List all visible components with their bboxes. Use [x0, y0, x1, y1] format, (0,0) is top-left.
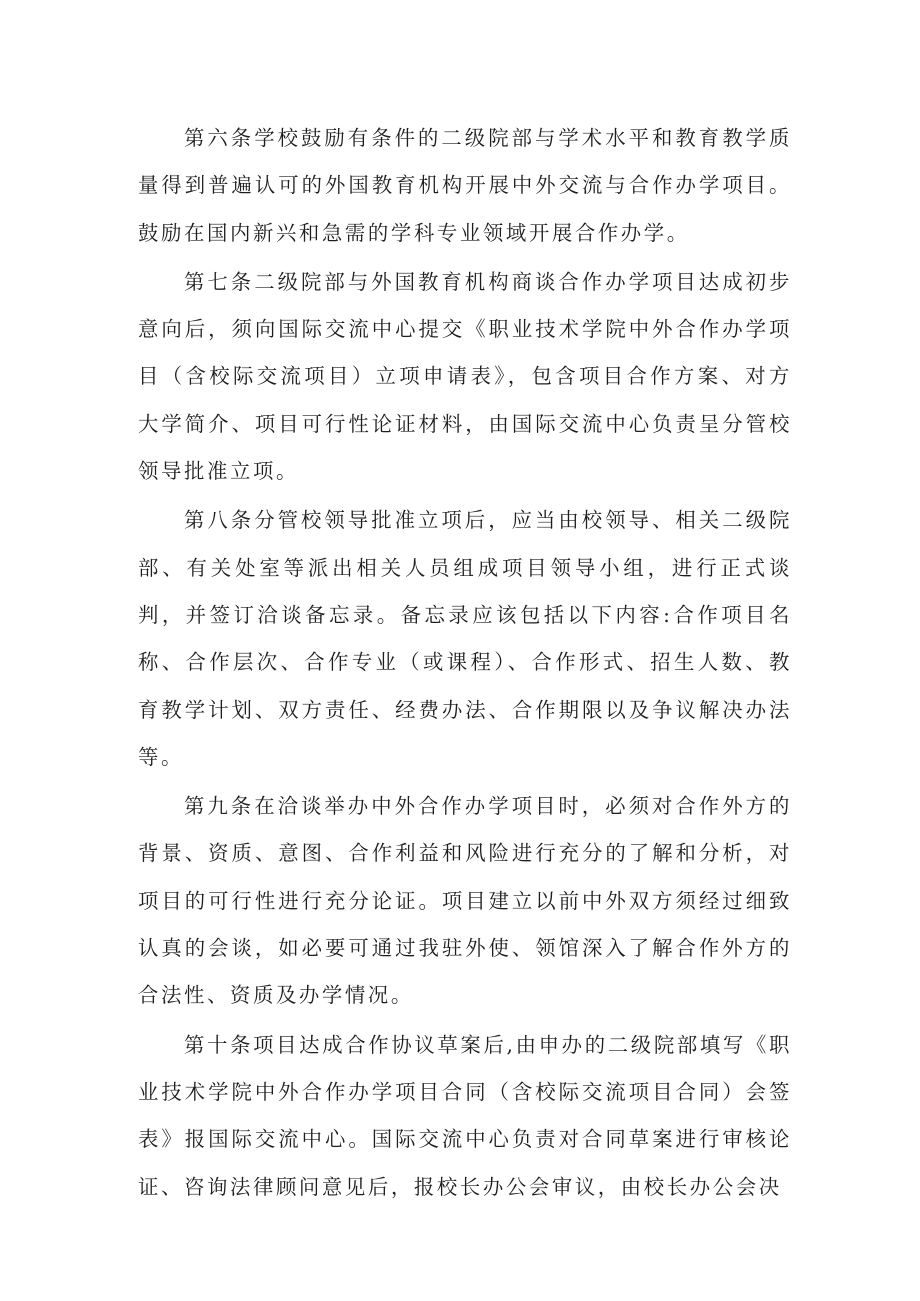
article-10-paragraph: 第十条项目达成合作协议草案后,由申办的二级院部填写《职业技术学院中外合作办学项目合同（含校际交流项目合同）会签表》报国际交流中心。国际交流中心负责对合同草案进行审核论证、咨询法律顾问意见后，报校长办公会审议，由校长办公会决 [138, 1032, 792, 1199]
article-8-paragraph: 第八条分管校领导批准立项后，应当由校领导、相关二级院部、有关处室等派出相关人员组成项目领导小组，进行正式谈判，并签订洽谈备忘录。备忘录应该包括以下内容:合作项目名称、合作层次、合作专业（或课程）、合作形式、招生人数、教育教学计划、双方责任、经费办法、合作期限以及争议解决办法等。 [138, 508, 792, 769]
article-9-paragraph: 第九条在洽谈举办中外合作办学项目时，必须对合作外方的背景、资质、意图、合作利益和风险进行充分的了解和分析，对项目的可行性进行充分论证。项目建立以前中外双方须经过细致认真的会谈，如必要可通过我驻外使、领馆深入了解合作外方的合法性、资质及办学情况。 [138, 794, 792, 1008]
article-7-paragraph: 第七条二级院部与外国教育机构商谈合作办学项目达成初步意向后，须向国际交流中心提交《职业技术学院中外合作办学项目（含校际交流项目）立项申请表》，包含项目合作方案、对方大学简介、项目可行性论证材料，由国际交流中心负责呈分管校领导批准立项。 [138, 269, 792, 484]
article-6-paragraph: 第六条学校鼓励有条件的二级院部与学术水平和教育教学质量得到普遍认可的外国教育机构开展中外交流与合作办学项目。鼓励在国内新兴和急需的学科专业领域开展合作办学。 [138, 126, 792, 245]
document-body [138, 115, 792, 1213]
